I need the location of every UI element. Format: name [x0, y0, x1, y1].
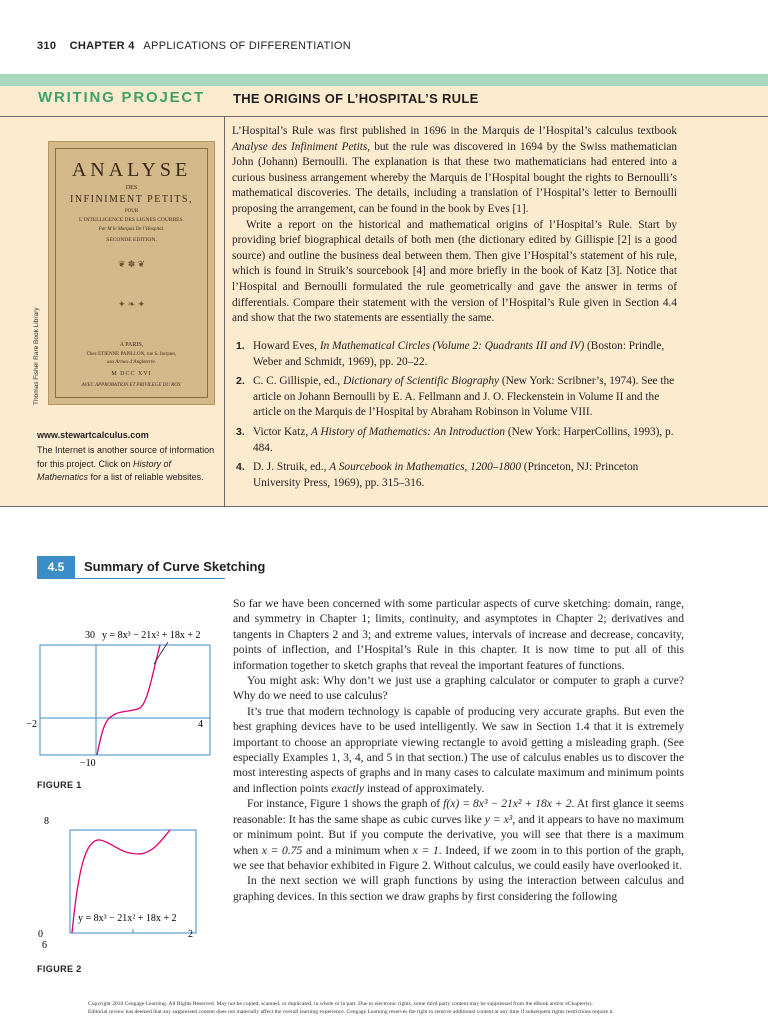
wp-p1-start: L’Hospital’s Rule was first published in 1696 in the Marquis de l’Hospital’s calculus textbook [232, 125, 677, 137]
section-paragraph-3 [233, 704, 684, 796]
reference-post: (New York: Scribner’s, 1974). See the article on Johann Bernoulli by E. A. Fellmann and J. O. Fleckenstein in Volume II and the article on the Marquis de l’Hospital by Abraham Robinson in Volume VIII. [253, 375, 675, 419]
figure-2-xmin-label: 0 [38, 929, 43, 940]
section-number-badge: 4.5 [37, 556, 75, 579]
web-note-text-2: for a list of reliable websites. [88, 472, 204, 482]
figure-2-ymax-label: 8 [44, 816, 49, 827]
writing-project-label: WRITING PROJECT [38, 89, 206, 106]
reference-item [232, 339, 677, 370]
chapter-title: APPLICATIONS OF DIFFERENTIATION [143, 40, 351, 52]
reference-title: A Sourcebook in Mathematics, 1200–1800 [329, 461, 521, 474]
footer-line-1: Copyright 2010 Cengage Learning. All Rights Reserved. May not be copied, scanned, or duplicated, in whole or in part. Due to electronic rights, some third party content may be suppressed from the eBook and/or eChapter(s). [88, 1001, 593, 1007]
figure-1-ymin-label: −10 [80, 758, 96, 769]
p4-x1: x = 0.75 [261, 843, 303, 857]
reference-post: (Princeton, NJ: Princeton University Press, 1969), pp. 315–316. [253, 461, 639, 489]
green-band [0, 74, 768, 86]
p3-italic: exactly [331, 781, 365, 795]
figure-1-caption: FIGURE 1 [37, 780, 82, 790]
reference-title: A History of Mathematics: An Introduction [310, 425, 506, 438]
image-credit: Thomas Fisher Rare Book Library [33, 307, 40, 405]
book-line-publisher: Chez ETIENNE PAPILLON, rue S. Jacques, [86, 352, 177, 357]
section-title-rule [75, 578, 225, 579]
figure-2-equation: y = 8x³ − 21x² + 18x + 2 [78, 913, 177, 924]
figure-1-graph [20, 620, 230, 770]
section-paragraph-2: You might ask: Why don’t we just use a graphing calculator or computer to graph a curve? Why do we need to use calculus? [233, 674, 684, 703]
figure-2-ymin-label: 6 [42, 940, 47, 951]
wp-paragraph-1 [232, 124, 677, 218]
copyright-footer [88, 1000, 688, 1016]
figure-2-caption: FIGURE 2 [37, 964, 82, 974]
reference-title: In Mathematical Circles (Volume 2: Quadrants III and IV) [319, 340, 585, 352]
reference-pre: Victor Katz, [253, 425, 311, 438]
running-header [37, 40, 351, 52]
figure-1-equation: y = 8x³ − 21x² + 18x + 2 [102, 630, 201, 641]
web-link[interactable]: www.stewartcalculus.com [37, 430, 149, 440]
book-line-address: aux Armes d’Angleterre. [106, 360, 157, 365]
reference-item [232, 425, 677, 456]
p4-b: . At first glance it seems reasonable: It has the same shape as cubic curves like [233, 797, 684, 826]
book-line-analyse: ANALYSE [71, 159, 192, 181]
wp-p1-rest: but the rule was discovered in 1694 by the Swiss mathematician John (Johann) Bernoulli. The explanation is that these two mathematicians had entered into a curious business arrangement whereby the Marquis de l’Hospital bought the rights to Bernoulli’s mathematical discoveries. The details, including a translation of l’Hospital’s letter to Bernoulli proposing the arrangement, can be found in the book by Eves [1]. [232, 140, 677, 215]
web-note-text-1: The Internet is another source of information for this project. Click on [37, 445, 215, 469]
section-title: Summary of Curve Sketching [84, 559, 266, 574]
book-title-page-image [48, 141, 215, 405]
p4-a: For instance, Figure 1 shows the graph of [247, 797, 444, 811]
figure-1-frame [40, 645, 210, 755]
book-line-year: M DCC XVI [111, 371, 152, 377]
reference-number: 3. [236, 425, 245, 438]
reference-title: Dictionary of Scientific Biography [343, 375, 499, 388]
reference-item [232, 460, 677, 491]
book-line-author: Par M le Marquis De l’Hospital. [98, 227, 165, 232]
reference-number: 2. [236, 375, 245, 388]
reference-pre: C. C. Gillispie, ed., [253, 375, 344, 388]
figure-1-xmin-label: −2 [26, 719, 37, 730]
reference-post: (Boston: Prindle, Weber and Schmidt, 1969), pp. 20–22. [253, 340, 665, 368]
p4-e: . Indeed, if we zoom in to this portion of the graph, we see that behavior exhibited in Figure 2. Without calculus, we could easily have overlooked it. [233, 843, 684, 872]
writing-project-body [232, 124, 677, 327]
p3-rest: instead of approximately. [364, 781, 485, 795]
box-divider-horizontal [0, 116, 768, 117]
p4-d: and a minimum when [302, 843, 413, 857]
wp-p1-italic: Analyse des Infiniment Petits, [232, 140, 371, 153]
section-paragraph-4 [233, 796, 684, 873]
reference-post: (New York: HarperCollins, 1993), p. 484. [253, 425, 674, 454]
box-divider-vertical [224, 116, 225, 506]
writing-project-title: THE ORIGINS OF L’HOSPITAL’S RULE [233, 91, 479, 106]
footer-line-2: Editorial review has deemed that any suppressed content does not materially affect the overall learning experience. Cengage Learning reserves the right to remove additional content at any time if subsequent rights restrictions require it. [88, 1009, 614, 1015]
book-line-pour: POUR [124, 209, 139, 214]
book-line-infiniment: INFINIMENT PETITS, [70, 194, 193, 205]
book-line-des: DES [125, 185, 138, 191]
p4-fx: f(x) = 8x³ − 21x² + 18x + 2 [443, 797, 572, 811]
section-paragraph-5: In the next section we will graph functions by using the interaction between calculus and graphing devices. In this section we draw graphs by first considering the following [233, 874, 684, 903]
reference-number: 1. [236, 340, 245, 352]
book-line-paris: A PARIS, [119, 342, 144, 348]
p3-start: It’s true that modern technology is capable of producing very accurate graphs. But even the best graphing devices have to be used intelligently. We saw in Section 1.4 that it is extremely important to choose an appropriate viewing rectangle to avoid getting a misleading graph. (See especially Examples 1, 3, 4, and 5 in that section.) The use of calculus enables us to discover the most interesting aspects of graphs and in many cases to calculate maximum and minimum points and inflection points [233, 704, 684, 795]
reference-pre: D. J. Struik, ed., [253, 461, 330, 474]
section-paragraph-1: So far we have been concerned with some particular aspects of curve sketching: domain, range, and symmetry in Chapter 1; limits, continuity, and asymptotes in Chapter 2; derivatives and tangents in Chapters 2 and 3; and extreme values, intervals of increase and decrease, concavity, points of inflection, and l’Hospital’s Rule in this chapter. It is now time to put all of this information together to sketch graphs that reveal the important features of functions. [233, 597, 684, 672]
book-line-intelligence: L’INTELLIGENCE DES LIGNES COURBES. [79, 217, 184, 223]
book-ornament-middle: ✦ ❧ ✦ [117, 299, 146, 309]
section-body [233, 596, 684, 904]
reference-pre: Howard Eves, [253, 340, 320, 352]
figure-2-graph [20, 812, 230, 952]
figure-1-ymax-label: 30 [85, 630, 95, 641]
figure-1-xmax-label: 4 [198, 719, 203, 730]
web-note [37, 444, 219, 485]
p4-c: , and it appears to have no maximum or minimum point. But if you compute the derivative, you will see that there is a maximum when [233, 812, 684, 857]
wp-paragraph-2: Write a report on the historical and mathematical origins of l’Hospital’s Rule. Start by providing brief biographical details of both men (the dictionary edited by Gillispie [2] is a good source) and outline the business deal between them. Then give l’Hospital’s statement of his rule, which is found in Struik’s sourcebook [4] and more briefly in the book of Katz [3]. Notice that l’Hospital and Bernoulli formulated the rule geometrically and gave the answer in terms of differentials. Compare their statement with the version of l’Hospital’s Rule given in Section 4.4 and show that the two statements are essentially the same. [232, 218, 677, 325]
book-ornament-top: ❦ ✽ ❦ [117, 259, 146, 269]
chapter-label: CHAPTER 4 [69, 40, 135, 52]
reference-number: 4. [236, 461, 245, 474]
page-number: 310 [37, 40, 57, 52]
reference-item [232, 374, 677, 421]
reference-list [232, 339, 677, 495]
book-line-privilege: AVEC APPROBATION ET PRIVILEGE DU ROY. [81, 383, 182, 388]
p4-x2: x = 1 [412, 843, 439, 857]
book-frame [55, 148, 208, 398]
web-note-italic: History of Mathematics [37, 458, 172, 482]
book-line-edition: SECONDE EDITION. [106, 237, 157, 243]
figure-1-curve [97, 645, 160, 755]
figure-2-xmax-label: 2 [188, 929, 193, 940]
p4-yx3: y = x³ [484, 812, 513, 826]
